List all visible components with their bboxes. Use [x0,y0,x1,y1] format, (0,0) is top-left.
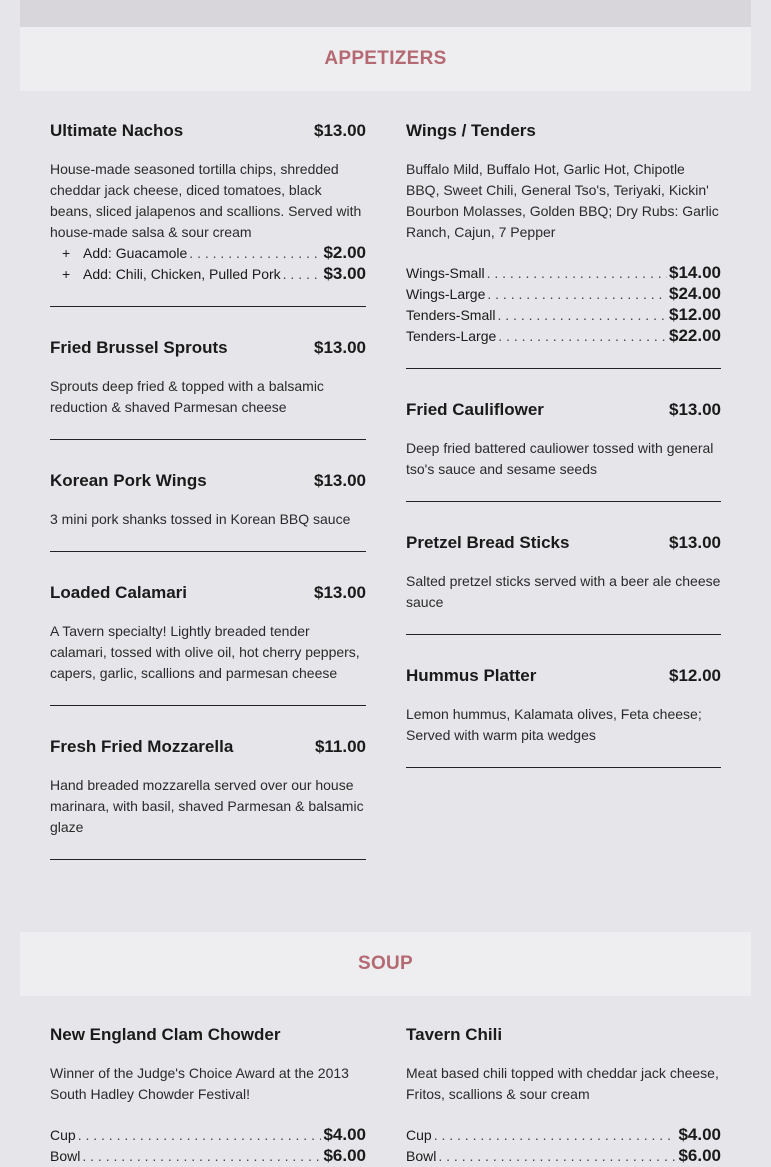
size-row [406,284,721,305]
leader-dots [438,1148,676,1164]
size-price: $12.00 [669,305,721,324]
menu-item-fresh-fried-mozzarella [50,737,366,838]
item-description: Sprouts deep fried & topped with a balsamic reduction & shaved Parmesan cheese [50,378,324,415]
menu-item-wings-tenders [406,121,721,347]
top-bar [20,0,751,27]
soup-right-column [406,1025,721,1167]
appetizers-header [20,27,751,91]
size-price: $4.00 [323,1125,366,1144]
size-price: $14.00 [669,263,721,282]
divider [50,551,366,552]
size-label: Tenders-Large [406,328,497,344]
size-row [406,1146,721,1167]
appetizers-left-column [50,121,366,860]
item-name: Fried Cauliflower [406,400,544,419]
divider [406,767,721,768]
item-name: Hummus Platter [406,666,537,685]
divider [406,501,721,502]
size-label: Bowl [406,1148,437,1164]
item-description: A Tavern specialty! Lightly breaded tender calamari, tossed with olive oil, hot cherry peppers, capers, garlic, scallions and parmesan cheese [50,623,360,681]
size-label: Wings-Small [406,265,485,281]
size-price: $6.00 [678,1146,721,1165]
item-description: Buffalo Mild, Buffalo Hot, Garlic Hot, Chipotle BBQ, Sweet Chili, General Tso's, Teriyaki, Kickin' Bourbon Molasses, Golden BBQ; Dry Rubs: Garlic Ranch, Cajun, 7 Pepper [406,161,719,240]
soup-left-column [50,1025,366,1167]
item-name: Tavern Chili [406,1025,503,1044]
leader-dots [487,286,667,302]
item-description: Winner of the Judge's Choice Award at the 2013 South Hadley Chowder Festival! [50,1065,349,1102]
item-name: Wings / Tenders [406,121,536,140]
item-price: $13.00 [314,471,366,490]
item-price: $13.00 [669,533,721,552]
size-price: $24.00 [669,284,721,303]
item-price: $13.00 [314,583,366,602]
menu-item-pretzel-bread-sticks [406,533,721,613]
size-label: Cup [50,1127,76,1143]
menu-item-hummus-platter [406,666,721,746]
size-row [406,263,721,284]
item-price: $13.00 [669,400,721,419]
menu-item-ultimate-nachos [50,121,366,285]
plus-icon: + [62,245,71,261]
plus-icon: + [62,266,71,282]
section-title-soup: SOUP [357,953,414,974]
size-row [50,1125,366,1146]
item-name: Ultimate Nachos [50,121,184,140]
item-name: Loaded Calamari [50,583,187,602]
item-price: $11.00 [314,737,366,756]
size-row [50,1146,366,1167]
size-price: $6.00 [323,1146,366,1165]
size-label: Tenders-Small [406,307,496,323]
size-row [406,326,721,347]
size-price: $22.00 [669,326,721,345]
leader-dots [498,328,667,344]
size-row [406,305,721,326]
divider [50,439,366,440]
item-name: Korean Pork Wings [50,471,207,490]
option-label: Add: Chili, Chicken, Pulled Pork [83,266,281,282]
item-description: House-made seasoned tortilla chips, shredded cheddar jack cheese, diced tomatoes, black beans, sliced jalapenos and scallions. Served with house-made salsa & sour cream [50,161,362,240]
option-row [50,243,366,264]
soup-header [20,932,751,996]
item-name: Fresh Fried Mozzarella [50,737,234,756]
menu-item-clam-chowder [50,1025,366,1167]
size-label: Cup [406,1127,432,1143]
item-description: Hand breaded mozzarella served over our house marinara, with basil, shaved Parmesan & balsamic glaze [50,777,364,835]
size-label: Wings-Large [406,286,486,302]
item-price: $13.00 [314,121,366,140]
leader-dots [283,266,322,282]
size-price: $4.00 [678,1125,721,1144]
leader-dots [497,307,667,323]
menu-item-korean-pork-wings [50,471,366,530]
item-description: Meat based chili topped with cheddar jack cheese, Fritos, scallions & sour cream [406,1065,719,1102]
leader-dots [78,1127,322,1143]
item-price: $13.00 [314,338,366,357]
appetizers-right-column [406,121,721,768]
section-title-appetizers: APPETIZERS [324,48,447,69]
option-label: Add: Guacamole [83,245,188,261]
menu-item-loaded-calamari [50,583,366,684]
option-price: $3.00 [323,264,366,283]
leader-dots [487,265,667,281]
divider [50,859,366,860]
leader-dots [189,245,321,261]
item-name: Pretzel Bread Sticks [406,533,570,552]
leader-dots [434,1127,677,1143]
item-description: Lemon hummus, Kalamata olives, Feta cheese; Served with warm pita wedges [406,706,702,743]
menu-item-fried-cauliflower [406,400,721,480]
item-price: $12.00 [669,666,721,685]
size-label: Bowl [50,1148,81,1164]
leader-dots [82,1148,321,1164]
item-name: Fried Brussel Sprouts [50,338,228,357]
option-row [50,264,366,285]
menu-item-fried-brussel-sprouts [50,338,366,418]
divider [50,705,366,706]
item-description: Deep fried battered cauliower tossed with general tso's sauce and sesame seeds [406,440,714,477]
divider [406,634,721,635]
item-description: 3 mini pork shanks tossed in Korean BBQ sauce [50,511,351,527]
divider [406,368,721,369]
size-row [406,1125,721,1146]
option-price: $2.00 [323,243,366,262]
menu-item-tavern-chili [406,1025,721,1167]
divider [50,306,366,307]
item-description: Salted pretzel sticks served with a beer ale cheese sauce [406,573,721,610]
item-name: New England Clam Chowder [50,1025,281,1044]
